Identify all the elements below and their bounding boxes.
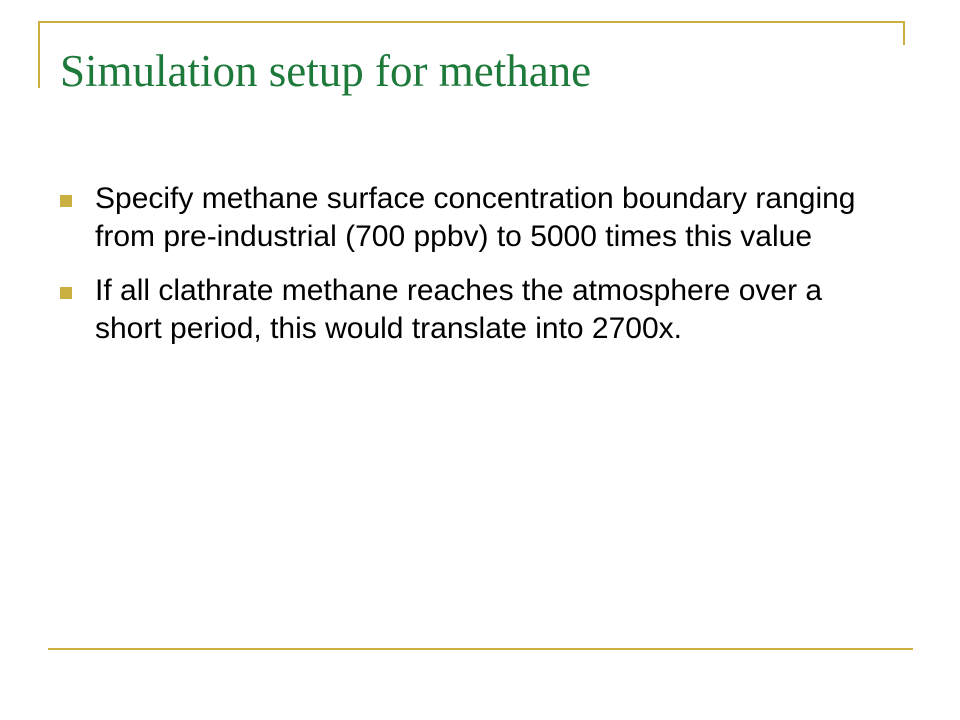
left-rule <box>38 21 40 88</box>
bullet-text: Specify methane surface concentration boundary ranging from pre-industrial (700 ppbv) to 5000 times this value <box>95 182 856 253</box>
top-rule <box>38 21 905 23</box>
bottom-rule <box>48 648 913 650</box>
bullet-item <box>60 180 860 256</box>
right-rule <box>903 21 905 45</box>
bullet-item <box>60 272 860 348</box>
bullet-text: If all clathrate methane reaches the atmosphere over a short period, this would translate into 2700x. <box>95 274 823 345</box>
square-bullet-icon <box>60 195 72 207</box>
slide-title: Simulation setup for methane <box>60 46 592 96</box>
square-bullet-icon <box>60 287 72 299</box>
bullet-list <box>60 180 860 364</box>
